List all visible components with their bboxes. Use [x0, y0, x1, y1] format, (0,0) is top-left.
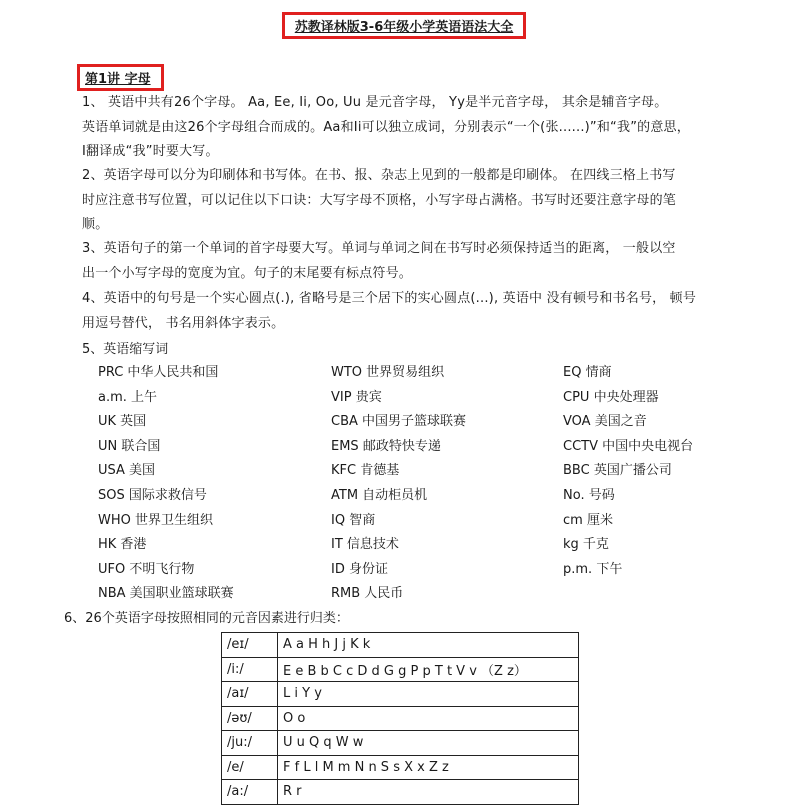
paragraph-3: [82, 237, 732, 286]
abbreviation-item: NBA 美国职业篮球联赛: [98, 586, 234, 602]
abbreviation-item: UK 英国: [98, 414, 147, 430]
abbreviation-item: WTO 世界贸易组织: [331, 365, 445, 380]
abbreviation-item: IT 信息技术: [331, 537, 399, 553]
abbreviation-row: [98, 582, 738, 607]
vowel-symbol: /aɪ/: [222, 682, 278, 707]
table-row: [222, 706, 579, 731]
abbreviation-item: UN 联合国: [98, 438, 161, 454]
abbreviation-item: CCTV 中国中央电视台: [563, 438, 694, 454]
table-row: [222, 731, 579, 756]
abbreviation-item: kg 千克: [563, 537, 609, 553]
abbreviation-item: CPU 中央处理器: [563, 389, 659, 405]
vowel-groups-heading: 6、26个英语字母按照相同的元音因素进行归类：: [64, 611, 349, 626]
vowel-letters: R r: [278, 780, 579, 805]
abbreviation-item: UFO 不明飞行物: [98, 561, 195, 577]
abbreviation-row: [98, 533, 738, 558]
abbreviation-item: ATM 自动柜员机: [331, 487, 428, 503]
vowel-symbol: /ju:/: [222, 731, 278, 756]
abbreviation-list: [98, 361, 738, 607]
paragraph-line: I翻译成“我”时要大写。: [82, 144, 219, 159]
abbreviation-item: ID 身份证: [331, 561, 388, 577]
paragraph-line: 英语单词就是由这26个字母组合而成的。Aa和Ii可以独立成词，分别表示“一个(张......)”和“我”的意思，: [82, 119, 690, 135]
vowel-letters: F f L l M m N n S s X x Z z: [278, 755, 579, 780]
vowel-letters: A a H h J j K k: [278, 633, 579, 658]
section-heading: [77, 64, 164, 91]
vowel-symbol: /əʊ/: [222, 706, 278, 731]
abbreviations-heading: 5、英语缩写词: [82, 342, 169, 357]
vowel-letters: U u Q q W w: [278, 731, 579, 756]
paragraph-line: 用逗号替代， 书名用斜体字表示。: [82, 315, 285, 331]
table-row: [222, 780, 579, 805]
abbreviation-item: SOS 国际求救信号: [98, 487, 207, 503]
abbreviation-item: No. 号码: [563, 487, 615, 503]
abbreviation-item: VOA 美国之音: [563, 414, 647, 430]
vowel-symbol: /i:/: [222, 657, 278, 682]
abbreviation-item: IQ 智商: [331, 512, 376, 528]
abbreviation-row: [98, 386, 738, 411]
table-row: [222, 657, 579, 682]
abbreviation-item: CBA 中国男子篮球联赛: [331, 414, 467, 430]
paragraph-line: 时应注意书写位置，可以记住以下口诀：大写字母不顶格，小写字母占满格。书写时还要注意字母的笔: [82, 192, 677, 208]
paragraph-4: [82, 287, 732, 336]
paragraph-line: 出一个小写字母的宽度为宜。句子的末尾要有标点符号。: [82, 265, 413, 281]
abbreviation-item: VIP 贵宾: [331, 389, 382, 405]
abbreviation-item: PRC 中华人民共和国: [98, 365, 219, 380]
paragraph-line: 4、英语中的句号是一个实心圆点(.), 省略号是三个居下的实心圆点(...), 英语中 没有顿号和书名号， 顿号: [82, 291, 697, 306]
abbreviation-item: RMB 人民币: [331, 586, 404, 602]
section-heading-text: 第1讲 字母: [85, 72, 151, 87]
abbreviation-item: KFC 肯德基: [331, 463, 400, 479]
abbreviation-row: [98, 484, 738, 509]
abbreviation-item: HK 香港: [98, 537, 147, 553]
paragraph-line: 1、 英语中共有26个字母。 Aa, Ee, Ii, Oo, Uu 是元音字母， Yy是半元音字母， 其余是辅音字母。: [82, 95, 668, 110]
vowel-symbol: /a:/: [222, 780, 278, 805]
paragraph-line: 3、英语句子的第一个单词的首字母要大写。单词与单词之间在书写时必须保持适当的距离， 一般以空: [82, 241, 676, 256]
abbreviation-row: [98, 361, 738, 386]
table-row: [222, 755, 579, 780]
abbreviation-item: BBC 英国广播公司: [563, 463, 672, 479]
vowel-letters: E e B b C c D d G g P p T t V v （Z z）: [278, 657, 579, 682]
vowel-symbol: /e/: [222, 755, 278, 780]
abbreviation-item: WHO 世界卫生组织: [98, 512, 213, 528]
paragraph-line: 顺。: [82, 217, 109, 232]
vowel-groups-table: [221, 632, 579, 805]
abbreviation-item: EQ 情商: [563, 365, 612, 380]
abbreviation-item: USA 美国: [98, 463, 156, 479]
abbreviation-row: [98, 435, 738, 460]
abbreviation-row: [98, 410, 738, 435]
abbreviation-row: [98, 558, 738, 583]
vowel-letters: O o: [278, 706, 579, 731]
abbreviation-item: a.m. 上午: [98, 389, 158, 405]
document-title-text: 苏教译林版3-6年级小学英语语法大全: [294, 20, 514, 35]
abbreviation-item: p.m. 下午: [563, 561, 623, 577]
paragraph-line: 2、英语字母可以分为印刷体和书写体。在书、报、杂志上见到的一般都是印刷体。 在四线三格上书写: [82, 168, 676, 183]
table-row: [222, 682, 579, 707]
abbreviation-item: EMS 邮政特快专递: [331, 438, 441, 454]
abbreviation-item: cm 厘米: [563, 512, 613, 528]
paragraph-2: [82, 164, 732, 238]
vowel-letters: L i Y y: [278, 682, 579, 707]
abbreviation-row: [98, 459, 738, 484]
vowel-symbol: /eɪ/: [222, 633, 278, 658]
table-row: [222, 633, 579, 658]
paragraph-1: [82, 91, 732, 165]
document-title: [282, 12, 526, 39]
abbreviation-row: [98, 509, 738, 534]
